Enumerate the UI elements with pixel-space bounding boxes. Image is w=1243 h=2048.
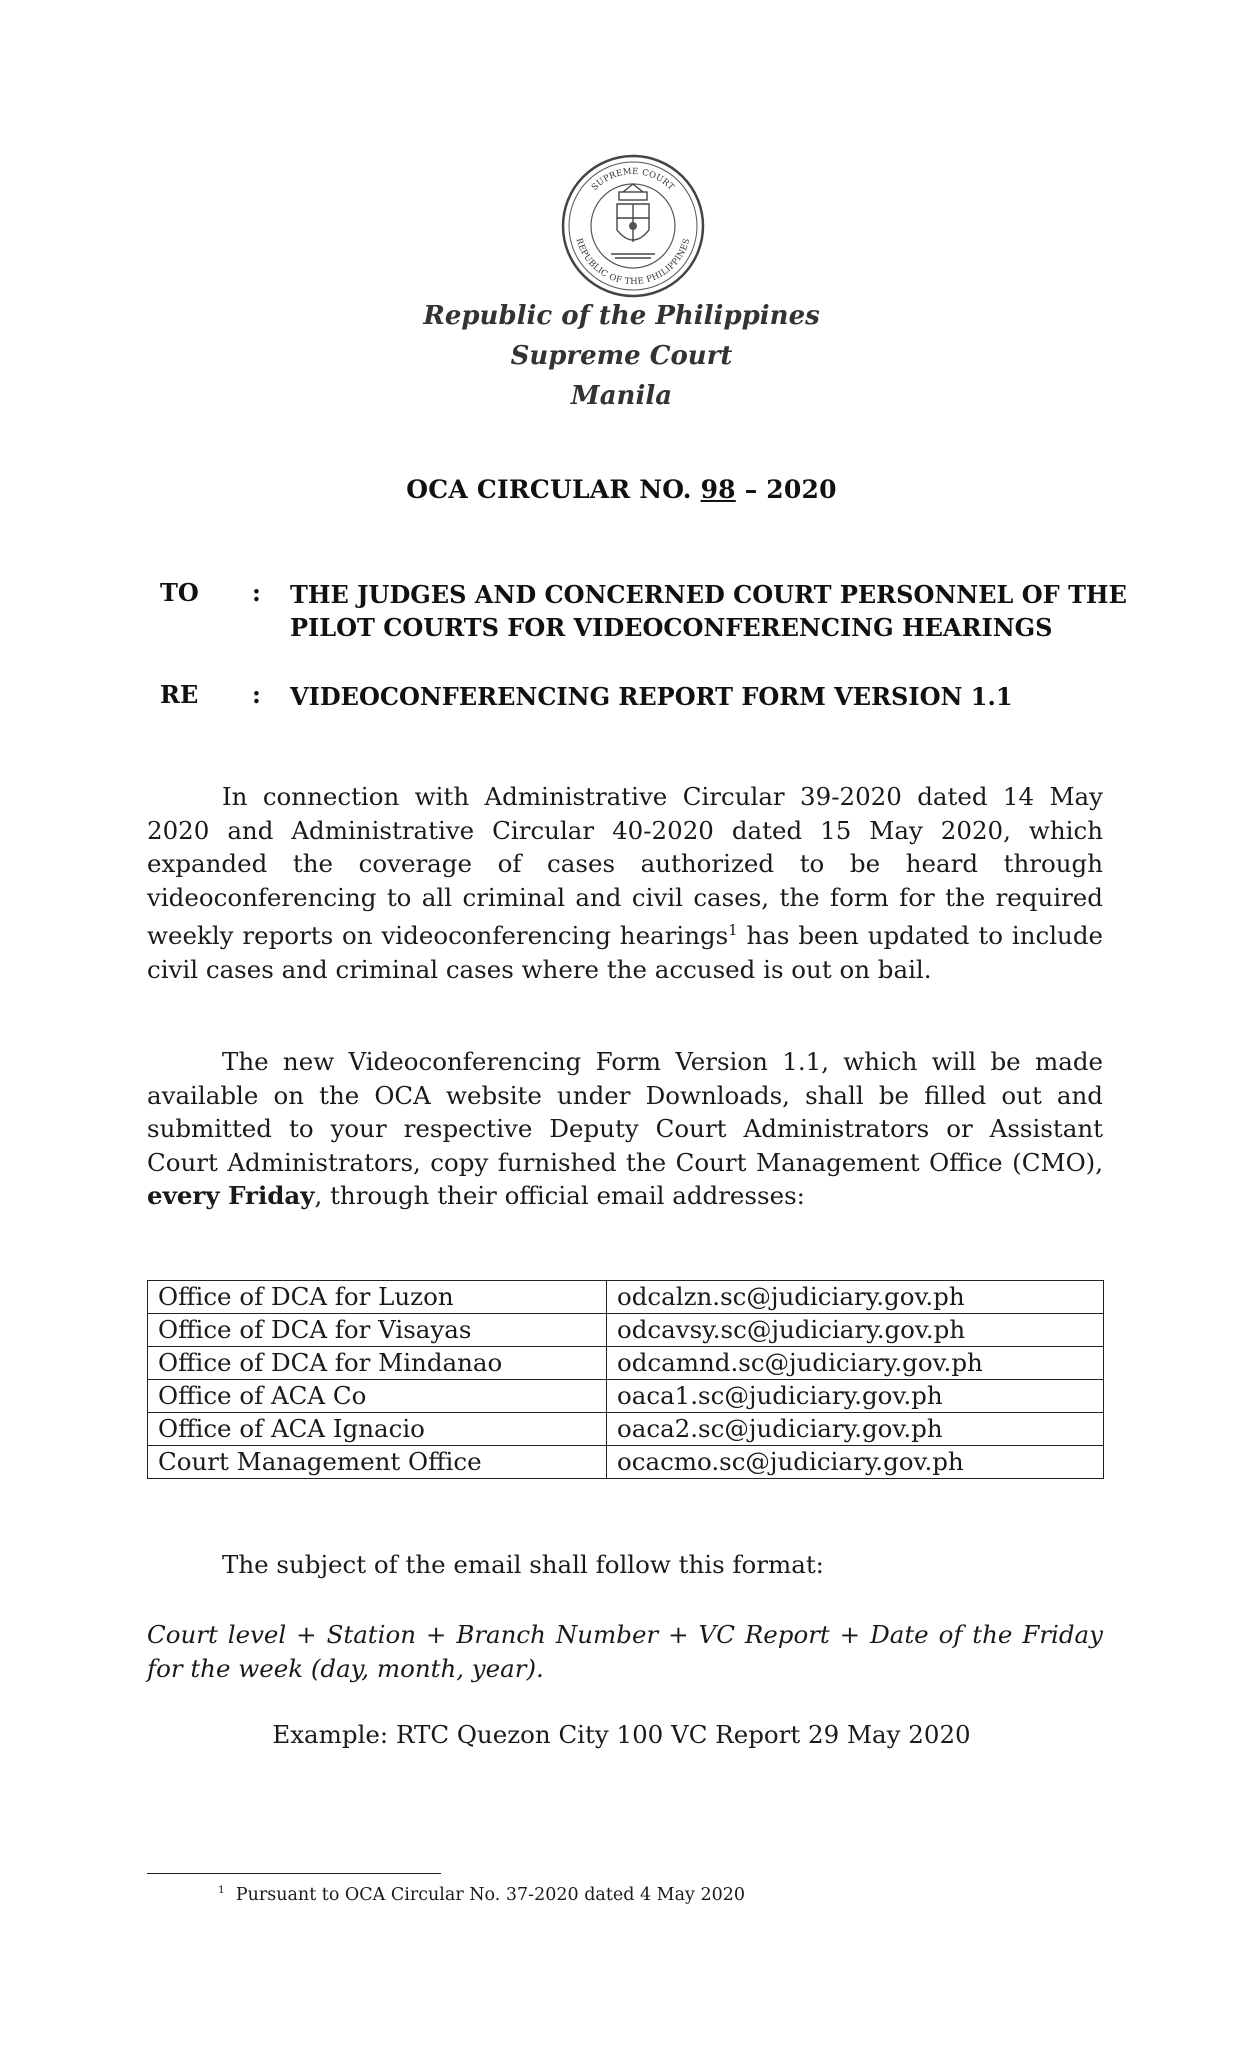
masthead-court: Supreme Court — [510, 341, 733, 371]
masthead-city: Manila — [570, 381, 673, 411]
subject-format-example: Example: RTC Quezon City 100 VC Report 29 May 2020 — [272, 1720, 971, 1749]
footnote — [218, 1884, 745, 1905]
office-name-cell: Office of ACA Co — [148, 1380, 607, 1413]
svg-text:REPUBLIC OF THE PHILIPPINES — [574, 237, 693, 287]
office-email-cell[interactable]: oaca2.sc@judiciary.gov.ph — [607, 1413, 1104, 1446]
table-row — [148, 1380, 1104, 1413]
paragraph-instructions — [147, 1045, 1103, 1213]
footnote-divider — [147, 1873, 441, 1874]
footnote-mark: 1 — [218, 1884, 225, 1896]
circular-year: 2020 — [766, 475, 837, 504]
to-label: TO — [160, 578, 199, 607]
masthead-republic: Republic of the Philippines — [423, 301, 820, 331]
office-email-cell[interactable]: oaca1.sc@judiciary.gov.ph — [607, 1380, 1104, 1413]
office-email-cell[interactable]: odcavsy.sc@judiciary.gov.ph — [607, 1314, 1104, 1347]
paragraph-intro-text: In connection with Administrative Circular 39-2020 dated 14 May 2020 and Administrative Circular 40-2020 dated 15 May 2020, which expanded the coverage of cases authorized to be heard through videoconferencing to all criminal and civil cases, the form for the required weekly reports on videoconferencing hearings — [147, 782, 1103, 951]
table-row — [148, 1314, 1104, 1347]
paragraph-intro-text-after: has been updated to include civil cases and criminal cases where the accused is out on bail. — [147, 921, 1103, 984]
re-text: VIDEOCONFERENCING REPORT FORM VERSION 1.1 — [290, 682, 1013, 711]
subject-format-pattern: Court level + Station + Branch Number + VC Report + Date of the Friday for the week (day, month, year). — [147, 1620, 1103, 1683]
circular-number: 98 — [700, 475, 736, 504]
footnote-text: Pursuant to OCA Circular No. 37-2020 dated 4 May 2020 — [235, 1884, 746, 1905]
paragraph-subject-format: The subject of the email shall follow this format: — [222, 1550, 824, 1579]
paragraph-instructions-bold: every Friday — [147, 1181, 315, 1210]
office-name-cell: Office of DCA for Visayas — [148, 1314, 607, 1347]
paragraph-instructions-text-b: , through their official email addresses: — [314, 1181, 805, 1210]
table-row — [148, 1347, 1104, 1380]
seal-top-text: SUPREME COURT — [589, 166, 677, 193]
circular-title — [0, 475, 1243, 504]
footnote-reference[interactable]: 1 — [728, 922, 738, 939]
table-row — [148, 1446, 1104, 1479]
office-name-cell: Office of ACA Ignacio — [148, 1413, 607, 1446]
office-email-cell[interactable]: ocacmo.sc@judiciary.gov.ph — [607, 1446, 1104, 1479]
to-colon: : — [252, 578, 261, 607]
office-name-cell: Office of DCA for Mindanao — [148, 1347, 607, 1380]
circular-separator: – — [744, 475, 758, 504]
paragraph-instructions-text-a: The new Videoconferencing Form Version 1.1, which will be made available on the OCA website under Downloads, shall be filled out and submitted to your respective Deputy Court Administrators or Assistant Court Administrators, copy furnished the Court Management Office (CMO), — [147, 1047, 1103, 1177]
supreme-court-seal-icon — [559, 152, 707, 300]
re-colon: : — [252, 680, 261, 709]
office-email-cell[interactable]: odcamnd.sc@judiciary.gov.ph — [607, 1347, 1104, 1380]
paragraph-intro — [147, 780, 1103, 986]
circular-prefix: OCA CIRCULAR NO. — [406, 475, 692, 504]
table-row — [148, 1281, 1104, 1314]
to-text: THE JUDGES AND CONCERNED COURT PERSONNEL OF THE PILOT COURTS FOR VIDEOCONFERENCING HEARINGS — [290, 580, 1127, 642]
office-name-cell: Office of DCA for Luzon — [148, 1281, 607, 1314]
office-email-table — [147, 1280, 1104, 1479]
office-email-cell[interactable]: odcalzn.sc@judiciary.gov.ph — [607, 1281, 1104, 1314]
office-name-cell: Court Management Office — [148, 1446, 607, 1479]
svg-text:SUPREME COURT — [590, 167, 676, 193]
seal-bottom-text: REPUBLIC OF THE PHILIPPINES — [573, 237, 693, 288]
re-label: RE — [160, 680, 199, 709]
table-row — [148, 1413, 1104, 1446]
